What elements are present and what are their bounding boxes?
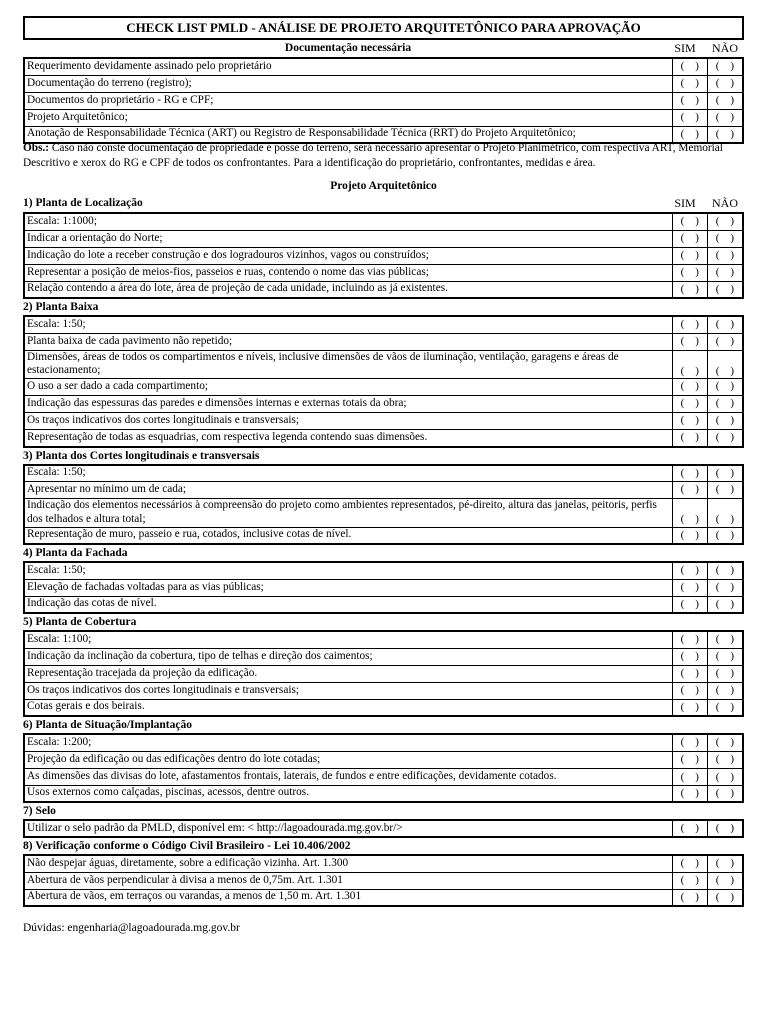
nao-column-header: NÃO [712, 41, 738, 55]
nao-checkbox[interactable]: ( ) [707, 596, 743, 613]
nao-checkbox[interactable]: ( ) [707, 126, 743, 143]
checklist-row [24, 413, 743, 430]
checklist-row [24, 768, 743, 785]
sim-checkbox[interactable]: ( ) [672, 213, 707, 230]
checklist-item-text: Indicação do lote a receber construção e dos logradouros vizinhos, vagos ou construídos; [24, 247, 672, 264]
checklist-row [24, 109, 743, 126]
section-title: 1) Planta de Localização [23, 197, 143, 209]
sim-checkbox[interactable]: ( ) [672, 872, 707, 889]
checklist-item-text: Relação contendo a área do lote, área de projeção de cada unidade, incluindo as já existentes. [24, 281, 672, 298]
page-title: CHECK LIST PMLD - ANÁLISE DE PROJETO ARQUITETÔNICO PARA APROVAÇÃO [23, 16, 744, 40]
checklist-row [24, 785, 743, 802]
footer-contact: Dúvidas: engenharia@lagoadourada.mg.gov.br [23, 922, 240, 935]
nao-checkbox[interactable]: ( ) [707, 751, 743, 768]
sim-checkbox[interactable]: ( ) [672, 699, 707, 716]
checklist-row [24, 820, 743, 837]
checklist-row [24, 527, 743, 544]
sim-checkbox[interactable]: ( ) [672, 58, 707, 75]
section-table [23, 212, 744, 299]
checklist-row [24, 482, 743, 499]
checklist-row [24, 855, 743, 872]
checklist-item-text: Projeto Arquitetônico; [24, 109, 672, 126]
checklist-row [24, 682, 743, 699]
nao-checkbox[interactable]: ( ) [707, 648, 743, 665]
checklist-item-text: Documentação do terreno (registro); [24, 75, 672, 92]
checklist-row [24, 751, 743, 768]
sim-checkbox[interactable]: ( ) [672, 396, 707, 413]
nao-checkbox[interactable]: ( ) [707, 527, 743, 544]
checklist-row [24, 889, 743, 906]
sim-checkbox[interactable]: ( ) [672, 75, 707, 92]
sim-checkbox[interactable]: ( ) [672, 820, 707, 837]
checklist-item-text: Apresentar no mínimo um de cada; [24, 482, 672, 499]
nao-checkbox[interactable]: ( ) [707, 872, 743, 889]
nao-checkbox[interactable]: ( ) [707, 281, 743, 298]
projeto-heading: Projeto Arquitetônico [330, 180, 437, 192]
documentacao-table [23, 57, 744, 144]
sim-checkbox[interactable]: ( ) [672, 855, 707, 872]
nao-checkbox[interactable]: ( ) [707, 499, 743, 528]
sim-checkbox[interactable]: ( ) [672, 596, 707, 613]
sim-checkbox[interactable]: ( ) [672, 264, 707, 281]
nao-checkbox[interactable]: ( ) [707, 820, 743, 837]
documentacao-header [23, 40, 744, 57]
checklist-item-text: Escala: 1:50; [24, 465, 672, 482]
checklist-item-text: O uso a ser dado a cada compartimento; [24, 379, 672, 396]
nao-checkbox[interactable]: ( ) [707, 465, 743, 482]
sim-checkbox[interactable]: ( ) [672, 413, 707, 430]
checklist-row [24, 579, 743, 596]
checklist-row [24, 562, 743, 579]
obs-note [23, 141, 744, 171]
checklist-item-text: Elevação de fachadas voltadas para as vias públicas; [24, 579, 672, 596]
checklist-row [24, 631, 743, 648]
sim-checkbox[interactable]: ( ) [672, 465, 707, 482]
section-table [23, 464, 744, 546]
nao-checkbox[interactable]: ( ) [707, 213, 743, 230]
checklist-item-text: Representação tracejada da projeção da edificação. [24, 665, 672, 682]
checklist-item-text: Escala: 1:50; [24, 562, 672, 579]
sim-column-header: SIM [674, 196, 696, 210]
checklist-row [24, 430, 743, 447]
obs-text: Caso não conste documentação de propriedade e posse do terreno, será necessário apresentar o Projeto Planimétrico, com respectiva ART, Memorial Descritivo e xerox do RG e CPF de todos os confrontantes. Para a identificação do proprietário, confrontantes, medidas e área. [23, 142, 723, 169]
sim-checkbox[interactable]: ( ) [672, 247, 707, 264]
checklist-item-text: Dimensões, áreas de todos os compartimentos e níveis, inclusive dimensões de vãos de iluminação, ventilação, garagens e áreas de estacionamento; [24, 350, 672, 379]
section-table [23, 854, 744, 907]
checklist-item-text: Projeção da edificação ou das edificações dentro do lote cotadas; [24, 751, 672, 768]
sim-checkbox[interactable]: ( ) [672, 562, 707, 579]
sim-checkbox[interactable]: ( ) [672, 889, 707, 906]
sim-checkbox[interactable]: ( ) [672, 734, 707, 751]
section-title: 6) Planta de Situação/Implantação [23, 719, 192, 732]
sim-checkbox[interactable]: ( ) [672, 751, 707, 768]
nao-checkbox[interactable]: ( ) [707, 665, 743, 682]
checklist-row [24, 596, 743, 613]
nao-checkbox[interactable]: ( ) [707, 333, 743, 350]
nao-checkbox[interactable]: ( ) [707, 75, 743, 92]
checklist-item-text: Utilizar o selo padrão da PMLD, disponível em: < http://lagoadourada.mg.gov.br/> [24, 820, 672, 837]
checklist-item-text: As dimensões das divisas do lote, afastamentos frontais, laterais, de fundos e entre edificações, devidamente cotados. [24, 768, 672, 785]
checklist-item-text: Escala: 1:50; [24, 316, 672, 333]
checklist-row [24, 333, 743, 350]
sim-checkbox[interactable]: ( ) [672, 482, 707, 499]
section-table [23, 733, 744, 803]
section-title: 7) Selo [23, 805, 56, 818]
sim-checkbox[interactable]: ( ) [672, 316, 707, 333]
checklist-item-text: Indicação das cotas de nível. [24, 596, 672, 613]
checklist-row [24, 872, 743, 889]
checklist-item-text: Escala: 1:100; [24, 631, 672, 648]
nao-checkbox[interactable]: ( ) [707, 699, 743, 716]
sim-checkbox[interactable]: ( ) [672, 648, 707, 665]
checklist-row [24, 264, 743, 281]
checklist-item-text: Cotas gerais e dos beirais. [24, 699, 672, 716]
sim-checkbox[interactable]: ( ) [672, 785, 707, 802]
nao-checkbox[interactable]: ( ) [707, 264, 743, 281]
sim-checkbox[interactable]: ( ) [672, 92, 707, 109]
checklist-item-text: Planta baixa de cada pavimento não repetido; [24, 333, 672, 350]
nao-checkbox[interactable]: ( ) [707, 682, 743, 699]
section-table [23, 630, 744, 717]
checklist-item-text: Indicação das espessuras das paredes e dimensões internas e externas totais da obra; [24, 396, 672, 413]
sim-checkbox[interactable]: ( ) [672, 527, 707, 544]
sim-checkbox[interactable]: ( ) [672, 682, 707, 699]
checklist-item-text: Representação de muro, passeio e rua, cotados, inclusive cotas de nível. [24, 527, 672, 544]
section-table [23, 315, 744, 448]
nao-checkbox[interactable]: ( ) [707, 230, 743, 247]
sim-checkbox[interactable]: ( ) [672, 350, 707, 379]
checklist-row [24, 213, 743, 230]
nao-checkbox[interactable]: ( ) [707, 562, 743, 579]
sections-container [23, 195, 744, 907]
nao-checkbox[interactable]: ( ) [707, 247, 743, 264]
checklist-item-text: Requerimento devidamente assinado pelo proprietário [24, 58, 672, 75]
sim-checkbox[interactable]: ( ) [672, 379, 707, 396]
section-title: 4) Planta da Fachada [23, 547, 128, 560]
checklist-row [24, 230, 743, 247]
checklist-row [24, 247, 743, 264]
checklist-item-text: Indicação da inclinação da cobertura, tipo de telhas e direção dos caimentos; [24, 648, 672, 665]
sim-checkbox[interactable]: ( ) [672, 499, 707, 528]
checklist-item-text: Escala: 1:200; [24, 734, 672, 751]
sim-checkbox[interactable]: ( ) [672, 230, 707, 247]
checklist-row [24, 734, 743, 751]
nao-checkbox[interactable]: ( ) [707, 430, 743, 447]
checklist-row [24, 396, 743, 413]
checklist-item-text: Representar a posição de meios-fios, passeios e ruas, contendo o nome das vias públicas; [24, 264, 672, 281]
section-table [23, 819, 744, 838]
section-title: 8) Verificação conforme o Código Civil Brasileiro - Lei 10.406/2002 [23, 840, 351, 853]
sim-checkbox[interactable]: ( ) [672, 579, 707, 596]
checklist-item-text: Não despejar águas, diretamente, sobre a edificação vizinha. Art. 1.300 [24, 855, 672, 872]
nao-checkbox[interactable]: ( ) [707, 92, 743, 109]
checklist-item-text: Indicar a orientação do Norte; [24, 230, 672, 247]
section-header [23, 195, 744, 212]
nao-checkbox[interactable]: ( ) [707, 350, 743, 379]
sim-column-header: SIM [674, 41, 696, 55]
checklist-row [24, 92, 743, 109]
nao-checkbox[interactable]: ( ) [707, 58, 743, 75]
checklist-row [24, 499, 743, 528]
checklist-item-text: Os traços indicativos dos cortes longitudinais e transversais; [24, 682, 672, 699]
nao-checkbox[interactable]: ( ) [707, 734, 743, 751]
checklist-row [24, 58, 743, 75]
checklist-row [24, 665, 743, 682]
section-table [23, 561, 744, 614]
nao-checkbox[interactable]: ( ) [707, 396, 743, 413]
sim-checkbox[interactable]: ( ) [672, 631, 707, 648]
sim-checkbox[interactable]: ( ) [672, 768, 707, 785]
checklist-row [24, 281, 743, 298]
nao-column-header: NÃO [712, 196, 738, 210]
sim-checkbox[interactable]: ( ) [672, 665, 707, 682]
checklist-row [24, 75, 743, 92]
nao-checkbox[interactable]: ( ) [707, 413, 743, 430]
checklist-item-text: Escala: 1:1000; [24, 213, 672, 230]
nao-checkbox[interactable]: ( ) [707, 109, 743, 126]
checklist-row [24, 648, 743, 665]
checklist-page [23, 16, 744, 935]
nao-checkbox[interactable]: ( ) [707, 631, 743, 648]
documentacao-heading: Documentação necessária [284, 42, 412, 54]
checklist-row [24, 379, 743, 396]
nao-checkbox[interactable]: ( ) [707, 889, 743, 906]
nao-checkbox[interactable]: ( ) [707, 316, 743, 333]
checklist-row [24, 699, 743, 716]
checklist-item-text: Abertura de vãos perpendicular à divisa a menos de 0,75m. Art. 1.301 [24, 872, 672, 889]
nao-checkbox[interactable]: ( ) [707, 379, 743, 396]
section-title: 3) Planta dos Cortes longitudinais e transversais [23, 449, 260, 462]
nao-checkbox[interactable]: ( ) [707, 482, 743, 499]
checklist-item-text: Representação de todas as esquadrias, com respectiva legenda contendo suas dimensões. [24, 430, 672, 447]
checklist-item-text: Indicação dos elementos necessários à compreensão do projeto como ambientes representados, pé-direito, altura das janelas, peitoris, perfis dos telhados e altura total; [24, 499, 672, 528]
checklist-item-text: Os traços indicativos dos cortes longitudinais e transversais; [24, 413, 672, 430]
sim-checkbox[interactable]: ( ) [672, 333, 707, 350]
checklist-item-text: Usos externos como calçadas, piscinas, acessos, dentre outros. [24, 785, 672, 802]
nao-checkbox[interactable]: ( ) [707, 785, 743, 802]
section-title: 2) Planta Baixa [23, 301, 99, 313]
sim-checkbox[interactable]: ( ) [672, 126, 707, 143]
checklist-item-text: Abertura de vãos, em terraços ou varandas, a menos de 1,50 m. Art. 1.301 [24, 889, 672, 906]
nao-checkbox[interactable]: ( ) [707, 855, 743, 872]
checklist-row [24, 465, 743, 482]
sim-checkbox[interactable]: ( ) [672, 109, 707, 126]
nao-checkbox[interactable]: ( ) [707, 768, 743, 785]
obs-label: Obs.: [23, 142, 50, 154]
nao-checkbox[interactable]: ( ) [707, 579, 743, 596]
checklist-row [24, 350, 743, 379]
sim-checkbox[interactable]: ( ) [672, 430, 707, 447]
checklist-item-text: Documentos do proprietário - RG e CPF; [24, 92, 672, 109]
checklist-row [24, 316, 743, 333]
sim-checkbox[interactable]: ( ) [672, 281, 707, 298]
checklist-item-text: Anotação de Responsabilidade Técnica (ART) ou Registro de Responsabilidade Técnica (RRT) do Projeto Arquitetônico; [24, 126, 672, 143]
section-title: 5) Planta de Cobertura [23, 616, 137, 629]
